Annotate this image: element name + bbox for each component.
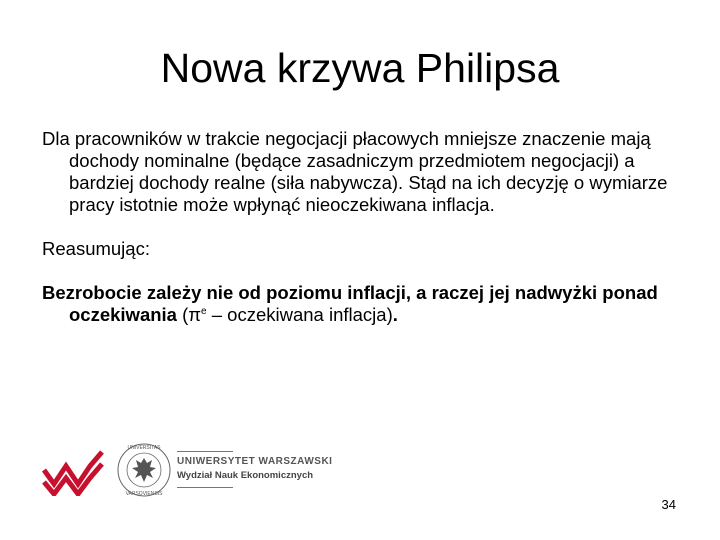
slide-body: [42, 128, 682, 326]
conclusion-paren-open: (π: [176, 304, 202, 325]
conclusion-bold-text: Bezrobocie zależy nie od poziomu inflacji, a raczej jej nadwyżki ponad oczekiwania: [42, 282, 658, 325]
crest-text-bottom: VARSOVIENSIS: [125, 491, 163, 497]
paragraph-conclusion: [42, 282, 682, 326]
wne-zigzag-logo-icon: [40, 446, 106, 496]
university-crest-icon: [116, 440, 172, 500]
slide-title: Nowa krzywa Philipsa: [160, 45, 560, 91]
paragraph-wages: Dla pracowników w trakcie negocjacji płacowych mniejsze znaczenie mają dochody nominalne (będące zasadniczym przedmiotem negocjacji) a bardziej dochody realne (siła nabywcza). Stąd na ich decyzję o wymiarze pracy istotnie może wpłynąć nieoczekiwana inflacja.: [42, 128, 668, 215]
crest-text-top: UNIVERSITAS: [127, 445, 161, 451]
university-name: UNIWERSYTET WARSZAWSKI: [177, 456, 333, 467]
logo-divider-bottom: [177, 487, 233, 488]
faculty-name: Wydział Nauk Ekonomicznych: [177, 470, 314, 481]
logo-divider-top: [177, 451, 233, 452]
conclusion-paren-rest: – oczekiwana inflacja): [206, 304, 393, 325]
paragraph-summary-label: Reasumując:: [42, 238, 150, 259]
conclusion-end: .: [392, 304, 398, 325]
footer-logos: [40, 440, 370, 500]
page-number: 34: [661, 497, 676, 512]
expectation-superscript: e: [201, 305, 207, 317]
